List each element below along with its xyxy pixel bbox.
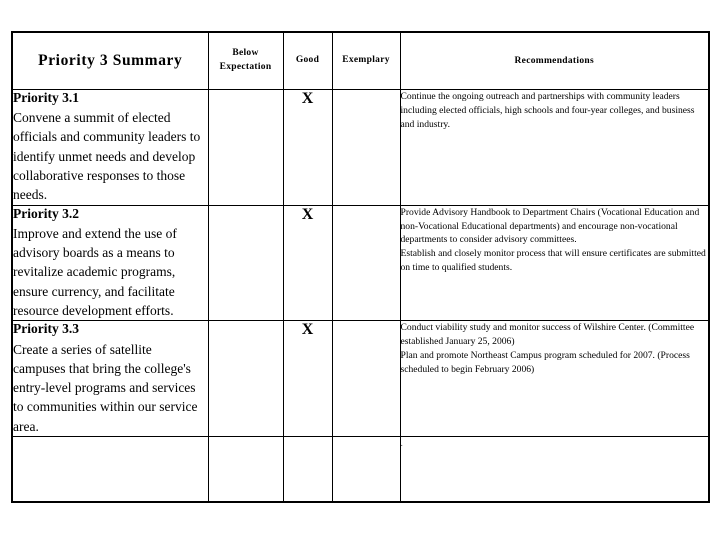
recommendations-cell <box>400 321 709 437</box>
rating-cell-below-expectation[interactable] <box>208 321 283 437</box>
rating-mark-good: X <box>301 321 314 339</box>
rating-cell-exemplary[interactable] <box>332 437 400 503</box>
rating-cell-good[interactable] <box>283 90 332 206</box>
priority-3-summary-table <box>11 31 710 503</box>
column-header-recommendations: Recommendations <box>400 32 709 90</box>
recommendation-item: . <box>400 438 403 450</box>
table-row <box>12 90 709 206</box>
column-header-below-expectation <box>208 32 283 90</box>
column-header-below-expectation-line1: Below <box>232 48 259 59</box>
table-row <box>12 205 709 321</box>
priority-description: Create a series of satellite campuses that bring the college's entry-level programs and services to communities within our service area. <box>13 341 198 434</box>
priority-label: Priority 3.2 <box>13 205 79 221</box>
rating-cell-exemplary[interactable] <box>332 90 400 206</box>
rating-mark-good: X <box>301 90 314 107</box>
column-header-exemplary: Exemplary <box>332 32 400 90</box>
rating-cell-good[interactable] <box>283 205 332 321</box>
recommendation-item: Continue the ongoing outreach and partnerships with community leaders including elected officials, high schools and four-year colleges, and business and industry. <box>400 91 695 130</box>
priority-summary-cell <box>12 321 208 437</box>
rating-cell-exemplary[interactable] <box>332 321 400 437</box>
recommendations-cell <box>400 90 709 206</box>
rating-cell-below-expectation[interactable] <box>208 437 283 503</box>
rating-cell-below-expectation[interactable] <box>208 205 283 321</box>
rating-cell-good[interactable] <box>283 321 332 437</box>
rating-mark-good: X <box>301 205 314 223</box>
priority-label: Priority 3.3 <box>13 321 79 337</box>
recommendation-item: Plan and promote Northeast Campus program scheduled for 2007. (Process scheduled to begin February 2006) <box>400 350 690 376</box>
recommendations-cell <box>400 437 709 503</box>
priority-description: Improve and extend the use of advisory boards as a means to revitalize academic programs, ensure currency, and facilitate resource development efforts. <box>13 225 177 319</box>
recommendations-cell <box>400 205 709 321</box>
rating-cell-good[interactable] <box>283 437 332 503</box>
recommendation-item: Establish and closely monitor process that will ensure certificates are submitted on time to qualified students. <box>400 248 706 274</box>
priority-summary-cell <box>12 437 208 503</box>
table-header-row <box>12 32 709 90</box>
priority-summary-cell <box>12 90 208 206</box>
priority-summary-cell <box>12 205 208 321</box>
column-header-below-expectation-line2: Expectation <box>219 62 272 72</box>
table-row <box>12 437 709 503</box>
recommendation-item: Conduct viability study and monitor success of Wilshire Center. (Committee established January 25, 2006) <box>400 322 695 348</box>
priority-description: Convene a summit of elected officials and community leaders to identify unmet needs and develop collaborative responses to those needs. <box>13 110 201 203</box>
rating-cell-below-expectation[interactable] <box>208 90 283 206</box>
column-header-good: Good <box>283 32 332 90</box>
priority-label: Priority 3.1 <box>13 90 79 105</box>
table-row <box>12 321 709 437</box>
recommendation-item: Provide Advisory Handbook to Department Chairs (Vocational Education and non-Vocational Educational departments) and encourage non-vocational departments to consider advisory committees. <box>400 206 700 246</box>
column-header-priority-summary: Priority 3 Summary <box>12 32 208 90</box>
rating-cell-exemplary[interactable] <box>332 205 400 321</box>
